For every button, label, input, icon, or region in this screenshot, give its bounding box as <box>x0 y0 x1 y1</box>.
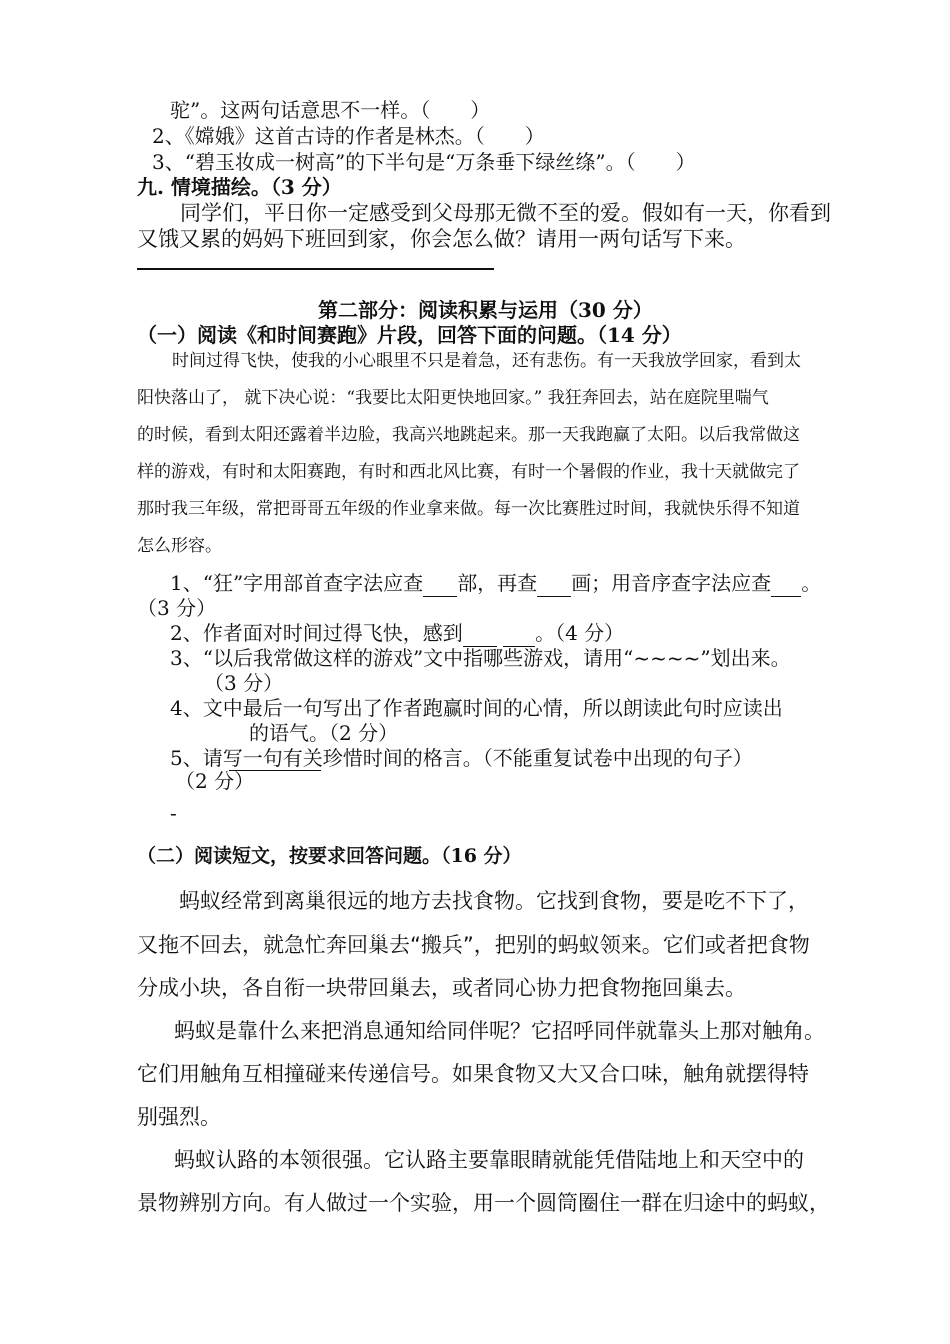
q3-score: （3 分） <box>204 671 284 695</box>
stray-dash: - <box>170 801 177 825</box>
judge-item-2: 2、《嫦娥》这首古诗的作者是林杰。（ ） <box>152 124 545 148</box>
q2-text-a: 2、作者面对时间过得飞快，感到 <box>170 621 463 645</box>
q1-blank-strokes[interactable] <box>537 570 571 597</box>
q1-text-b: 部，再查 <box>457 571 538 595</box>
q4-tail: 的语气。（2 分） <box>249 721 399 745</box>
passage-line: 怎么形容。 <box>137 536 222 556</box>
judge-item-3: 3、“碧玉妆成一树高”的下半句是“万条垂下绿丝绦”。（ ） <box>152 150 696 174</box>
ant-text-line: 它们用触角互相撞碰来传递信号。如果食物又大又合口味，触角就摆得特 <box>137 1062 809 1086</box>
q9-body-line-1: 同学们，平日你一定感受到父母那无微不至的爱。假如有一天，你看到 <box>180 201 831 225</box>
q9-body-line-2: 又饿又累的妈妈下班回到家，你会怎么做？请用一两句话写下来。 <box>137 227 746 251</box>
ant-text-line: 景物辨别方向。有人做过一个实验，用一个圆筒圈住一群在归途中的蚂蚁， <box>137 1191 830 1215</box>
q1-score: （3 分） <box>137 596 217 620</box>
question-1 <box>170 570 821 597</box>
q2-blank-2[interactable] <box>503 620 535 647</box>
q2-text-b: 。（4 分） <box>535 621 625 645</box>
question-5: 5、请写一句有关珍惜时间的格言。（不能重复试卷中出现的句子） <box>170 746 753 770</box>
q1-blank-letter[interactable] <box>771 570 801 597</box>
q1-text-d: 。 <box>801 571 822 595</box>
q5-score: （2 分） <box>175 769 255 793</box>
question-2 <box>170 620 624 647</box>
judge-item-1-tail: 驼”。这两句话意思不一样。（ ） <box>170 98 491 122</box>
ant-text-line: 别强烈。 <box>137 1105 221 1129</box>
question-4: 4、文中最后一句写出了作者跑赢时间的心情，所以朗读此句时应读出 <box>170 696 783 720</box>
ant-text-line: 蚂蚁认路的本领很强。它认路主要靠眼睛就能凭借陆地上和天空中的 <box>174 1148 804 1172</box>
ant-text-line: 蚂蚁经常到离巢很远的地方去找食物。它找到食物，要是吃不下了， <box>179 889 809 913</box>
passage-line: 那时我三年级，常把哥哥五年级的作业拿来做。每一次比赛胜过时间，我就快乐得不知道 <box>137 499 800 519</box>
passage-line: 样的游戏，有时和太阳赛跑，有时和西北风比赛，有时一个暑假的作业，我十天就做完了 <box>137 462 800 482</box>
q1-text-a: 1、“狂”字用部首查字法应查 <box>170 571 424 595</box>
section2-heading: （二）阅读短文，按要求回答问题。（16 分） <box>137 845 522 867</box>
question-3: 3、“以后我常做这样的游戏”文中指哪些游戏，请用“~~~~”划出来。 <box>170 646 791 670</box>
passage-line: 阳快落山了， 就下决心说：“我要比太阳更快地回家。” 我狂奔回去，站在庭院里喘气 <box>137 388 769 408</box>
ant-text-line: 蚂蚁是靠什么来把消息通知给同伴呢？它招呼同伴就靠头上那对触角。 <box>174 1019 825 1043</box>
q2-blank-1[interactable] <box>463 620 497 647</box>
ant-text-line: 分成小块，各自衔一块带回巢去，或者同心协力把食物拖回巢去。 <box>137 976 746 1000</box>
passage-line: 时间过得飞快，使我的小心眼里不只是着急，还有悲伤。有一天我放学回家，看到太 <box>172 351 801 371</box>
q1-text-c: 画；用音序查字法应查 <box>571 571 772 595</box>
section1-heading: （一）阅读《和时间赛跑》片段，回答下面的问题。（14 分） <box>137 323 682 347</box>
ant-text-line: 又拖不回去，就急忙奔回巢去“搬兵”，把别的蚂蚁领来。它们或者把食物 <box>137 933 810 957</box>
passage-line: 的时候，看到太阳还露着半边脸，我高兴地跳起来。那一天我跑赢了太阳。以后我常做这 <box>137 425 800 445</box>
q9-answer-line[interactable] <box>137 268 494 270</box>
q9-heading: 九. 情境描绘。（3 分） <box>137 175 342 199</box>
q1-blank-radical[interactable] <box>423 570 457 597</box>
part2-title: 第二部分：阅读积累与运用（30 分） <box>318 298 653 322</box>
